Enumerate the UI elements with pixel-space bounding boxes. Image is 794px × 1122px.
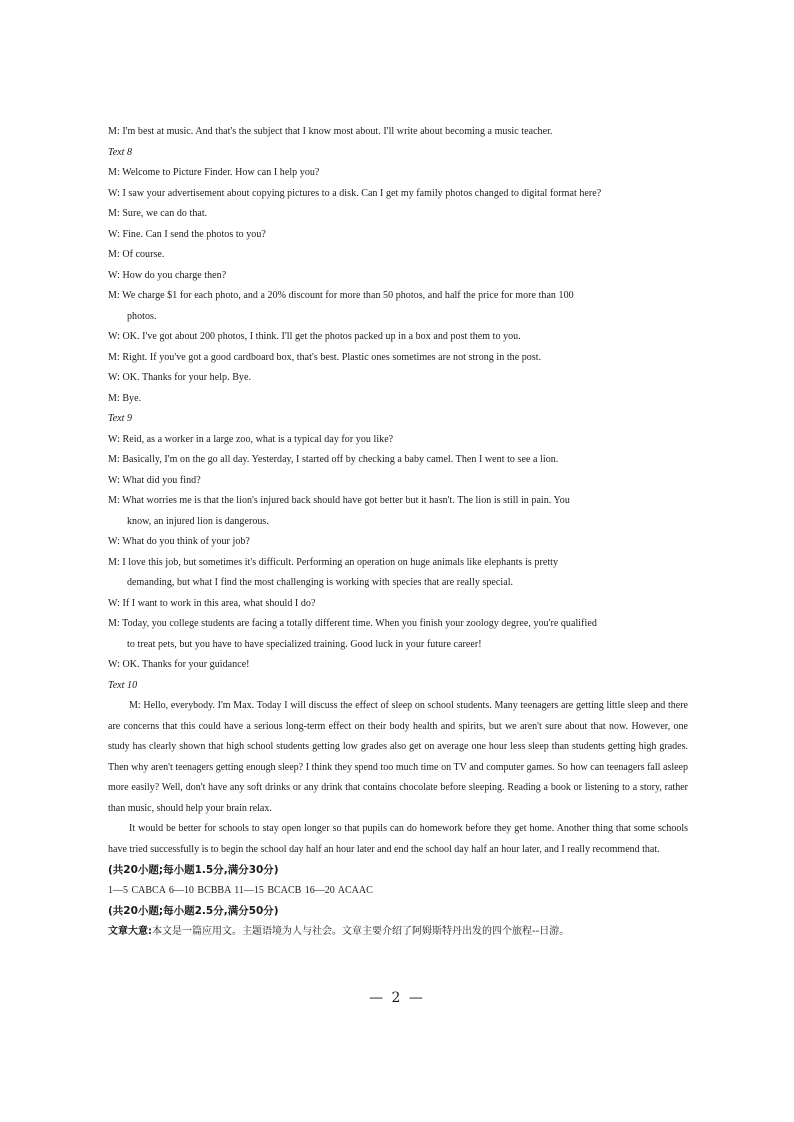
dialogue-line: M: Right. If you've got a good cardboard box, that's best. Plastic ones sometimes are not strong in the post. bbox=[108, 351, 542, 363]
article-summary bbox=[108, 922, 688, 942]
dialogue-line-continuation: to treat pets, but you have to have specialized training. Good luck in your future career! bbox=[127, 638, 482, 650]
answer-key-line: 1—5 CABCA 6—10 BCBBA 11—15 BCACB 16—20 ACAAC bbox=[108, 884, 373, 896]
dialogue-line: M: Bye. bbox=[108, 392, 142, 404]
dialogue-line: M: Today, you college students are facing a totally different time. When you finish your zoology degree, you're qualified bbox=[108, 618, 597, 629]
dialogue-line-continuation: photos. bbox=[127, 310, 157, 322]
dialogue-line: W: What did you find? bbox=[108, 474, 201, 486]
dialogue-line: W: I saw your advertisement about copying pictures to a disk. Can I get my family photos changed to digital format here? bbox=[108, 187, 602, 199]
dialogue-line: M: Sure, we can do that. bbox=[108, 208, 208, 219]
dialogue-line-continuation: demanding, but what I find the most challenging is working with species that are really special. bbox=[127, 577, 514, 588]
dialogue-line: M: I love this job, but sometimes it's difficult. Performing an operation on huge animals like elephants is pretty bbox=[108, 556, 559, 568]
dialogue-line: M: I'm best at music. And that's the subject that I know most about. I'll write about becoming a music teacher. bbox=[108, 126, 553, 137]
summary-text: 本文是一篇应用文。主题语境为人与社会。文章主要介绍了阿姆斯特丹出发的四个旅程--日游。 bbox=[152, 925, 570, 937]
listening-transcript bbox=[108, 122, 688, 696]
dialogue-line: W: How do you charge then? bbox=[108, 269, 227, 281]
dialogue-line: M: Welcome to Picture Finder. How can I help you? bbox=[108, 167, 320, 178]
dialogue-line: W: What do you think of your job? bbox=[108, 536, 250, 547]
summary-label: 文章大意: bbox=[108, 925, 152, 937]
dialogue-line: W: OK. I've got about 200 photos, I think. I'll get the photos packed up in a box and post them to you. bbox=[108, 331, 521, 342]
answer-key-page bbox=[108, 122, 688, 942]
text10-monologue bbox=[108, 696, 688, 860]
text-section-label: Text 10 bbox=[108, 679, 138, 691]
section-1-heading: (共20小题;每小题1.5分,满分30分) bbox=[108, 864, 279, 876]
dialogue-line: M: We charge $1 for each photo, and a 20% discount for more than 50 photos, and half the price for more than 100 bbox=[108, 290, 574, 301]
text-section-label: Text 8 bbox=[108, 146, 133, 158]
dialogue-line: M: Basically, I'm on the go all day. Yesterday, I started off by checking a baby camel. Then I went to see a lion. bbox=[108, 454, 559, 465]
text10-paragraph-2: It would be better for schools to stay open longer so that pupils can do homework before they get home. Another thing that some schools have tried successfully is to begin the school day half an hour later and end the school day half an hour later, and I really recommend that. bbox=[108, 823, 688, 855]
dialogue-line: M: What worries me is that the lion's injured back should have got better but it hasn't. The lion is still in pain. You bbox=[108, 495, 570, 506]
dialogue-line: M: Of course. bbox=[108, 249, 165, 260]
dialogue-line: W: Reid, as a worker in a large zoo, what is a typical day for you like? bbox=[108, 433, 394, 445]
dialogue-line: W: OK. Thanks for your guidance! bbox=[108, 659, 250, 670]
dialogue-line-continuation: know, an injured lion is dangerous. bbox=[127, 515, 269, 527]
page-number: — 2 — bbox=[369, 990, 425, 1006]
dialogue-line: W: OK. Thanks for your help. Bye. bbox=[108, 372, 252, 383]
text-section-label: Text 9 bbox=[108, 413, 133, 424]
dialogue-line: W: Fine. Can I send the photos to you? bbox=[108, 228, 266, 240]
dialogue-line: W: If I want to work in this area, what should I do? bbox=[108, 597, 316, 609]
section-2-heading: (共20小题;每小题2.5分,满分50分) bbox=[108, 905, 279, 917]
text10-paragraph-1: M: Hello, everybody. I'm Max. Today I will discuss the effect of sleep on school students. Many teenagers are getting little sleep and there are concerns that this could have a serious long-term effect on their body health and spirits, but we aren't sure about that now. However, one study has clearly shown that high school students getting low grades also get on average one hour less sleep than students getting high grades. Then why aren't teenagers getting enough sleep? I think they spend too much time on TV and computer games. So how can teenagers fall asleep more easily? Well, don't have any soft drinks or any drink that contains chocolate before sleeping. Reading a book or listening to a story, rather than music, should help your brain relax. bbox=[108, 700, 688, 814]
